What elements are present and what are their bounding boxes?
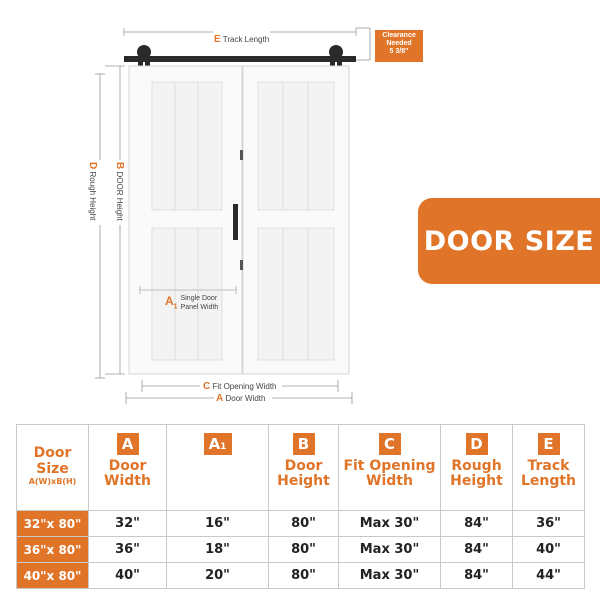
header-door-size-line3: A(W)xB(H): [28, 477, 77, 486]
clearance-line2: Needed: [386, 40, 412, 47]
header-door-height-line1: Door: [284, 458, 323, 474]
header-rough-height-line1: Rough: [451, 458, 502, 474]
table-cell: 40": [89, 563, 167, 589]
header-door-width-line2: Width: [104, 473, 151, 489]
single-panel-letter: [165, 294, 178, 310]
table-row: [17, 563, 585, 589]
door-width-label: [216, 393, 265, 404]
table-cell: 80": [269, 537, 339, 563]
rough-height-letter: D: [87, 162, 98, 170]
fit-opening-text: Fit Opening Width: [212, 382, 277, 391]
table-cell: 32": [89, 511, 167, 537]
header-rough-height-line2: Height: [450, 473, 503, 489]
table-cell: 84": [441, 511, 513, 537]
header-door-size: [17, 425, 89, 511]
header-rough-height: [441, 425, 513, 511]
rough-height-text: Rough Height: [88, 171, 97, 221]
table-cell: 84": [441, 537, 513, 563]
header-door-height-line2: Height: [277, 473, 330, 489]
table-row: [17, 537, 585, 563]
header-door-height: [269, 425, 339, 511]
track-rail: [124, 56, 356, 62]
single-panel-letter-main: A: [165, 294, 174, 308]
header-letter-a1-main: A: [208, 435, 221, 453]
table-cell: 40": [513, 537, 585, 563]
single-panel-line1: Single Door: [180, 295, 218, 302]
track-length-letter: E: [214, 34, 221, 45]
header-track-length: [513, 425, 585, 511]
single-panel-line2: Panel Width: [180, 304, 219, 311]
track-length-text: Track Length: [222, 35, 270, 44]
rough-height-dimension: [95, 74, 105, 378]
header-fit-opening: [339, 425, 441, 511]
clearance-bracket: [356, 28, 370, 60]
door-size-badge: DOOR SIZE: [418, 198, 600, 284]
table-header-row: [17, 425, 585, 511]
header-letter-a1-sub: 1: [220, 442, 227, 452]
single-panel-label: [165, 294, 218, 312]
door-width-letter: A: [216, 393, 224, 404]
door-height-letter: B: [114, 162, 125, 170]
rough-height-label: [87, 162, 98, 220]
table-cell: 36": [513, 511, 585, 537]
size-cell: 40"x 80": [17, 563, 89, 589]
single-panel-text: [181, 294, 219, 312]
table-cell: 44": [513, 563, 585, 589]
right-door-panel: [243, 66, 349, 374]
header-letter-e: E: [538, 433, 560, 455]
track-length-label: [214, 34, 269, 45]
clearance-callout: [375, 30, 423, 62]
table-cell: 18": [167, 537, 269, 563]
table-row: [17, 511, 585, 537]
door-width-text: Door Width: [225, 394, 266, 403]
door-height-label: [114, 162, 125, 221]
header-track-length-line2: Length: [520, 473, 577, 489]
header-door-size-line1: Door: [33, 445, 72, 461]
table-cell: 80": [269, 563, 339, 589]
header-letter-d: D: [466, 433, 488, 455]
table-cell: Max 30": [339, 511, 441, 537]
header-fit-opening-line1: Fit Opening: [343, 458, 436, 474]
table-cell: 84": [441, 563, 513, 589]
header-letter-c: C: [379, 433, 401, 455]
header-door-width: [89, 425, 167, 511]
door-size-table: [16, 424, 585, 589]
table-cell: 36": [89, 537, 167, 563]
header-letter-a: A: [117, 433, 139, 455]
table-cell: 80": [269, 511, 339, 537]
clearance-line3: 5 3/8": [389, 48, 409, 55]
header-door-size-line2: Size: [36, 461, 69, 477]
door-handle: [233, 204, 238, 240]
header-door-width-line1: Door: [108, 458, 147, 474]
header-letter-a1: [204, 433, 232, 455]
size-cell: 32"x 80": [17, 511, 89, 537]
header-panel-width: [167, 425, 269, 511]
fit-opening-label: [203, 381, 277, 392]
table-cell: 16": [167, 511, 269, 537]
table-cell: Max 30": [339, 537, 441, 563]
table-cell: 20": [167, 563, 269, 589]
door-height-text: DOOR Height: [115, 171, 124, 221]
header-track-length-line1: Track: [527, 458, 570, 474]
size-cell: 36"x 80": [17, 537, 89, 563]
table-cell: Max 30": [339, 563, 441, 589]
header-fit-opening-line2: Width: [366, 473, 413, 489]
clearance-line1: Clearance: [382, 32, 416, 39]
left-door-panel: [129, 66, 242, 374]
header-letter-b: B: [293, 433, 315, 455]
single-panel-letter-sub: 1: [173, 303, 178, 311]
fit-opening-letter: C: [203, 381, 211, 392]
